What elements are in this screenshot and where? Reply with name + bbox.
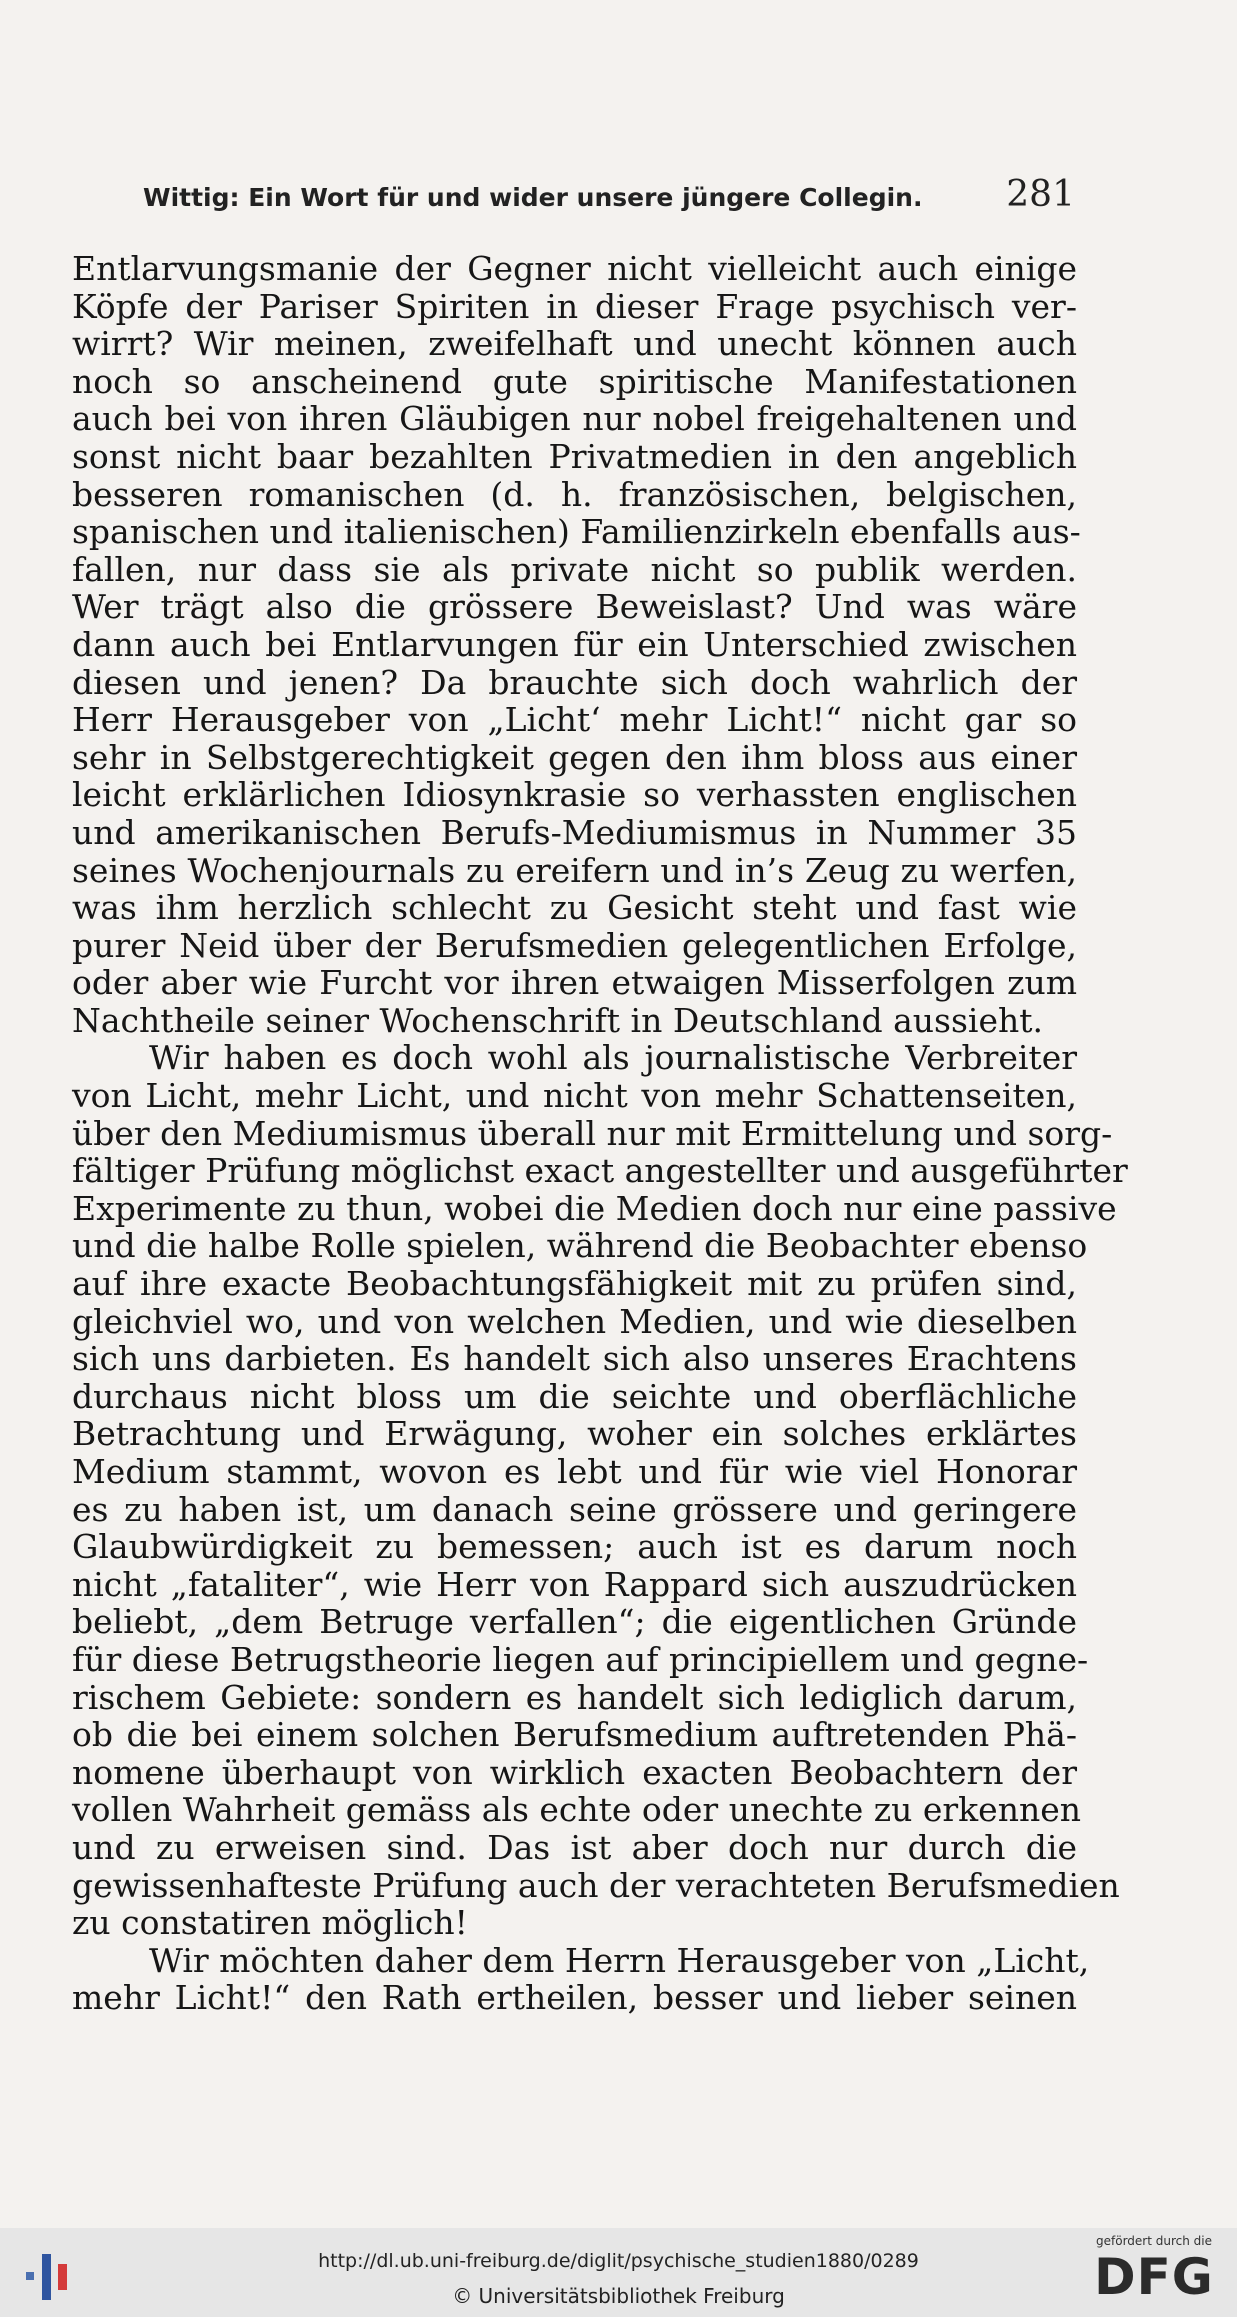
dfg-logo [1089,2234,1219,2314]
text-line: es zu haben ist, um danach seine grössere und geringere [72,1489,1077,1529]
text-line: fallen, nur dass sie als private nicht so publik werden. [72,549,1077,589]
text-line: gewissenhafteste Prüfung auch der verachteten Berufsmedien [72,1865,1120,1905]
text-line: und amerikanischen Berufs-Mediumismus in Nummer 35 [72,812,1077,852]
text-line: noch so anscheinend gute spiritische Manifestationen [72,361,1077,401]
text-line: und zu erweisen sind. Das ist aber doch nur durch die [72,1827,1077,1867]
text-line: für diese Betrugstheorie liegen auf principiellem und gegne- [72,1639,1089,1679]
text-line: was ihm herzlich schlecht zu Gesicht steht und fast wie [72,888,1077,928]
text-line: diesen und jenen? Da brauchte sich doch wahrlich der [72,662,1077,702]
text-line: nomene überhaupt von wirklich exacten Beobachtern der [72,1752,1077,1792]
text-line: ob die bei einem solchen Berufsmedium auftretenden Phä- [72,1715,1077,1755]
text-line: sich uns darbieten. Es handelt sich also unseres Erachtens [72,1339,1077,1379]
text-line: vollen Wahrheit gemäss als echte oder unechte zu erkennen [72,1790,1081,1830]
text-line: durchaus nicht bloss um die seichte und oberflächliche [72,1376,1077,1416]
text-line: Glaubwürdigkeit zu bemessen; auch ist es darum noch [72,1527,1077,1567]
funder-caption: gefördert durch die [1096,2234,1212,2248]
text-line: auch bei von ihren Gläubigen nur nobel freigehaltenen und [72,399,1077,439]
text-line: oder aber wie Furcht vor ihren etwaigen Misserfolgen zum [72,963,1077,1003]
text-line: von Licht, mehr Licht, und nicht von mehr Schattenseiten, [72,1076,1077,1116]
text-line: sonst nicht baar bezahlten Privatmedien in den angeblich [72,436,1077,476]
text-line: nicht „fataliter“, wie Herr von Rappard sich auszudrücken [72,1564,1077,1604]
page-header [143,174,1075,222]
copyright-notice: © Universitätsbibliothek Freiburg [452,2284,785,2308]
dfg-mark: DFG [1094,2248,1214,2306]
text-line: leicht erklärlichen Idiosynkrasie so verhassten englischen [72,775,1077,815]
viewer-footer [0,2228,1237,2317]
text-line: mehr Licht!“ den Rath ertheilen, besser und lieber seinen [72,1978,1077,2018]
paragraph-start-line: Wir haben es doch wohl als journalistische Verbreiter [149,1038,1077,1078]
text-line: Wer trägt also die grössere Beweislast? Und was wäre [72,587,1077,627]
text-line: Herr Herausgeber von „Licht‘ mehr Licht!“ nicht gar so [72,700,1077,740]
body-text [72,249,1128,2050]
text-line: seines Wochenjournals zu ereifern und in’s Zeug zu werfen, [72,850,1077,890]
scan-artifact-marks: ‾‾‾‾‾‾‾‾‾ [40,0,481,22]
text-line: spanischen und italienischen) Familienzirkeln ebenfalls aus- [72,512,1081,552]
text-line: fältiger Prüfung möglichst exact angestellter und ausgeführter [72,1151,1128,1191]
text-line: gleichviel wo, und von welchen Medien, und wie dieselben [72,1301,1077,1341]
text-line: und die halbe Rolle spielen, während die Beobachter ebenso [72,1226,1088,1266]
text-line: besseren romanischen (d. h. französischen, belgischen, [72,474,1077,514]
text-line: Experimente zu thun, wobei die Medien doch nur eine passive [72,1188,1117,1228]
permalink-url[interactable]: http://dl.ub.uni-freiburg.de/diglit/psychische_studien1880/0289 [318,2250,919,2272]
text-line: Entlarvungsmanie der Gegner nicht vielleicht auch einige [72,249,1077,288]
paragraph-start-line: Wir möchten daher dem Herrn Herausgeber von „Licht, [149,1940,1090,1980]
text-line: sehr in Selbstgerechtigkeit gegen den ihm bloss aus einer [72,737,1077,777]
text-line: Köpfe der Pariser Spiriten in dieser Frage psychisch ver- [72,286,1077,326]
text-line: Medium stammt, wovon es lebt und für wie viel Honorar [72,1452,1077,1491]
page-number: 281 [1006,174,1075,215]
text-line: Betrachtung und Erwägung, woher ein solches erklärtes [72,1414,1077,1454]
text-line: beliebt, „dem Betruge verfallen“; die eigentlichen Gründe [72,1602,1077,1642]
running-head: Wittig: Ein Wort für und wider unsere jüngere Collegin. [143,183,923,212]
text-line: auf ihre exacte Beobachtungsfähigkeit mit zu prüfen sind, [72,1264,1077,1304]
text-line: über den Mediumismus überall nur mit Ermittelung und sorg- [72,1113,1113,1153]
text-line: wirrt? Wir meinen, zweifelhaft und unecht können auch [72,324,1077,364]
text-line: Nachtheile seiner Wochenschrift in Deutschland aussieht. [72,1000,1044,1040]
text-line: dann auch bei Entlarvungen für ein Unterschied zwischen [72,624,1077,664]
text-line: zu constatiren möglich! [72,1903,468,1943]
text-line: rischem Gebiete: sondern es handelt sich lediglich darum, [72,1677,1077,1717]
text-line: purer Neid über der Berufsmedien gelegentlichen Erfolge, [72,925,1077,965]
